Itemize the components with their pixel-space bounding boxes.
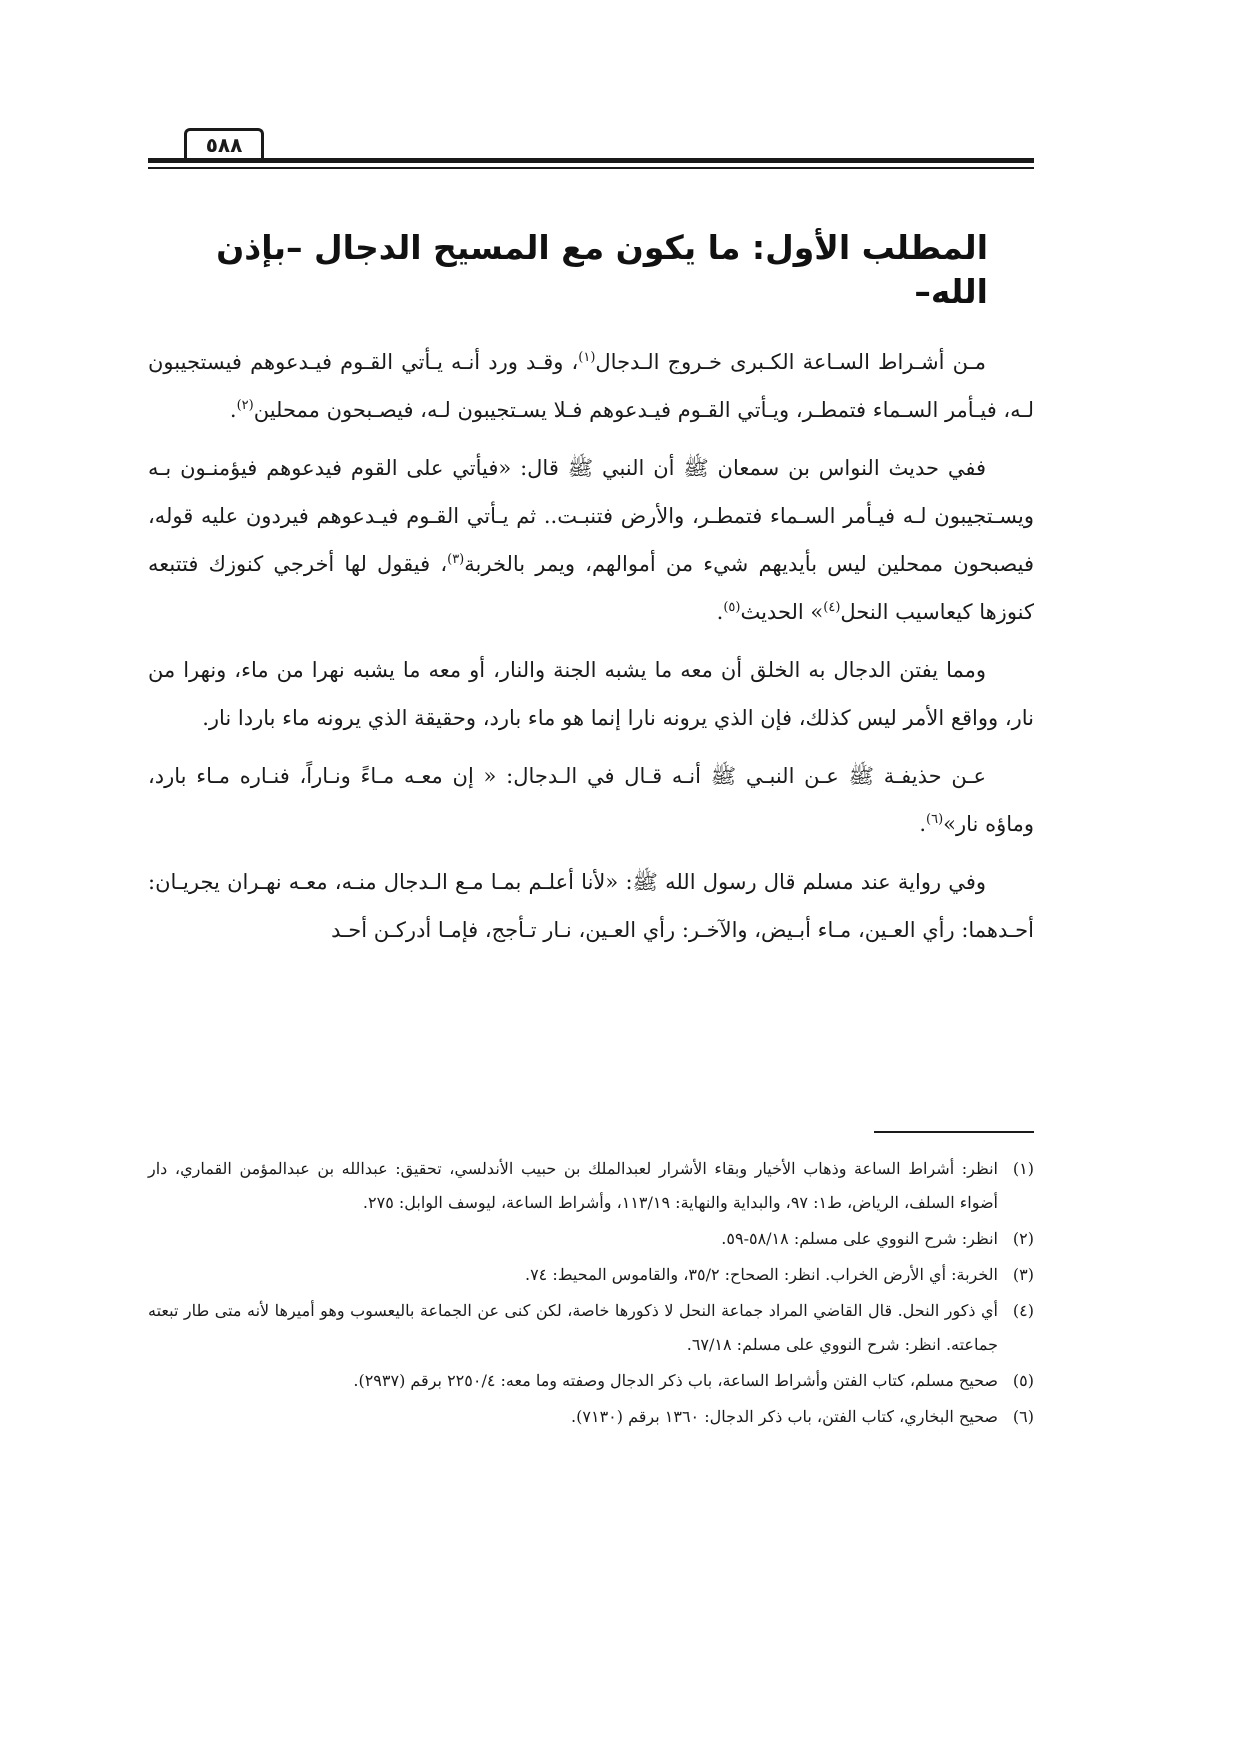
footnote-text: انظر: أشراط الساعة وذهاب الأخيار وبقاء الأشرار لعبدالملك بن حبيب الأندلسي، تحقيق: عبدالله بن عبدالمؤمن القماري، دار أضواء السلف، الرياض، ط١: ٩٧، والبداية والنهاية: ١١٣/١٩، وأشراط الساعة، ليوسف الوابل: ٢٧٥.	[148, 1159, 998, 1212]
footnote-text: انظر: شرح النووي على مسلم: ٥٨/١٨-٥٩.	[721, 1229, 998, 1248]
paragraph-4	[148, 752, 1034, 848]
paragraph-text: .	[716, 600, 724, 624]
footnote-reference[interactable]: (٦)	[926, 812, 944, 827]
paragraph-text: » الحديث	[740, 600, 824, 624]
footnote-number: (٢)	[1012, 1229, 1034, 1248]
footnote-number: (٤)	[1012, 1301, 1034, 1320]
footnote-number: (٥)	[1012, 1371, 1034, 1390]
footnote-text: صحيح البخاري، كتاب الفتن، باب ذكر الدجال: ١٣٦٠ برقم (٧١٣٠).	[571, 1407, 998, 1426]
footnote-1	[148, 1152, 1034, 1220]
paragraph-text: ففي حديث النواس بن سمعان ﷺ أن النبي ﷺ قال: «فيأتي على القوم فيدعوهم فيؤمنـون بـه ويسـتجيبون لـه فيـأمر السـماء فتمطـر، والأرض فتنبـت.. ثم يـأتي القـوم فيـدعوهم فيردون عليه قوله، فيصبحون ممحلين ليس بأيديهم شيء من أموالهم، ويمر بالخربة	[148, 456, 1034, 576]
footnote-separator	[874, 1131, 1034, 1133]
footnote-reference[interactable]: (٤)	[823, 600, 841, 615]
paragraph-text: ، وقـد ورد أنـه يـأتي القـوم فيـدعوهم فيستجيبون لـه، فيـأمر السـماء فتمطـر، ويـأتي القـوم فيـدعوهم فـلا يسـتجيبون لـه، فيصـبحون ممحلين	[148, 350, 1034, 422]
header-rule-thin	[148, 167, 1034, 169]
paragraph-2	[148, 444, 1034, 636]
footnotes-list	[148, 1152, 1034, 1436]
paragraph-text: وفي رواية عند مسلم قال رسول الله ﷺ: «لأنا أعلـم بمـا مـع الـدجال منـه، معـه نهـران يجريـان: أحـدهما: رأي العـين، مـاء أبـيض، والآخـر: رأي العـين، نـار تـأجج، فإمـا أدركـن أحـد	[148, 870, 1034, 942]
footnote-5	[148, 1364, 1034, 1398]
footnote-number: (٦)	[1012, 1407, 1034, 1426]
header-rule-thick	[148, 158, 1034, 163]
paragraph-text: ومما يفتن الدجال به الخلق أن معه ما يشبه الجنة والنار، أو معه ما يشبه نهرا من ماء، ونهرا من نار، وواقع الأمر ليس كذلك، فإن الذي يرونه نارا إنما هو ماء بارد، وحقيقة الذي يرونه ماء باردا نار.	[148, 658, 1034, 730]
paragraph-5	[148, 858, 1034, 954]
body-text	[148, 338, 1034, 964]
paragraph-1	[148, 338, 1034, 434]
section-title: المطلب الأول: ما يكون مع المسيح الدجال –بإذن الله–	[216, 228, 988, 311]
footnote-reference[interactable]: (٥)	[723, 600, 741, 615]
page-number: ٥٨٨	[184, 128, 264, 158]
footnote-2	[148, 1222, 1034, 1256]
footnote-reference[interactable]: (١)	[578, 350, 596, 365]
paragraph-3	[148, 646, 1034, 742]
page-header	[148, 128, 1034, 170]
footnote-reference[interactable]: (٢)	[236, 398, 254, 413]
footnote-reference[interactable]: (٣)	[447, 552, 465, 567]
footnote-text: صحيح مسلم، كتاب الفتن وأشراط الساعة، باب ذكر الدجال وصفته وما معه: ٢٢٥٠/٤ برقم (٢٩٣٧).	[353, 1371, 998, 1390]
footnote-text: أي ذكور النحل. قال القاضي المراد جماعة النحل لا ذكورها خاصة، لكن كنى عن الجماعة باليعسوب وهو أميرها لأنه متى طار تبعته جماعته. انظر: شرح النووي على مسلم: ٦٧/١٨.	[148, 1301, 998, 1354]
paragraph-text: .	[229, 398, 237, 422]
footnote-text: الخربة: أي الأرض الخراب. انظر: الصحاح: ٣٥/٢، والقاموس المحيط: ٧٤.	[524, 1265, 998, 1284]
footnote-4	[148, 1294, 1034, 1362]
footnote-3	[148, 1258, 1034, 1292]
paragraph-text: .	[919, 812, 927, 836]
footnote-number: (٣)	[1012, 1265, 1034, 1284]
paragraph-text: ، فيقول لها أخرجي كنوزك فتتبعه كنوزها كيعاسيب النحل	[148, 552, 1034, 624]
paragraph-text: مـن أشـراط السـاعة الكـبرى خـروج الـدجال	[595, 350, 986, 374]
footnote-6	[148, 1400, 1034, 1434]
paragraph-text: عـن حذيفـة ﷺ عـن النبـي ﷺ أنـه قـال في الـدجال: « إن معـه مـاءً ونـاراً، فنـاره مـاء بارد، وماؤه نار»	[148, 764, 1034, 836]
footnote-number: (١)	[1012, 1159, 1034, 1178]
